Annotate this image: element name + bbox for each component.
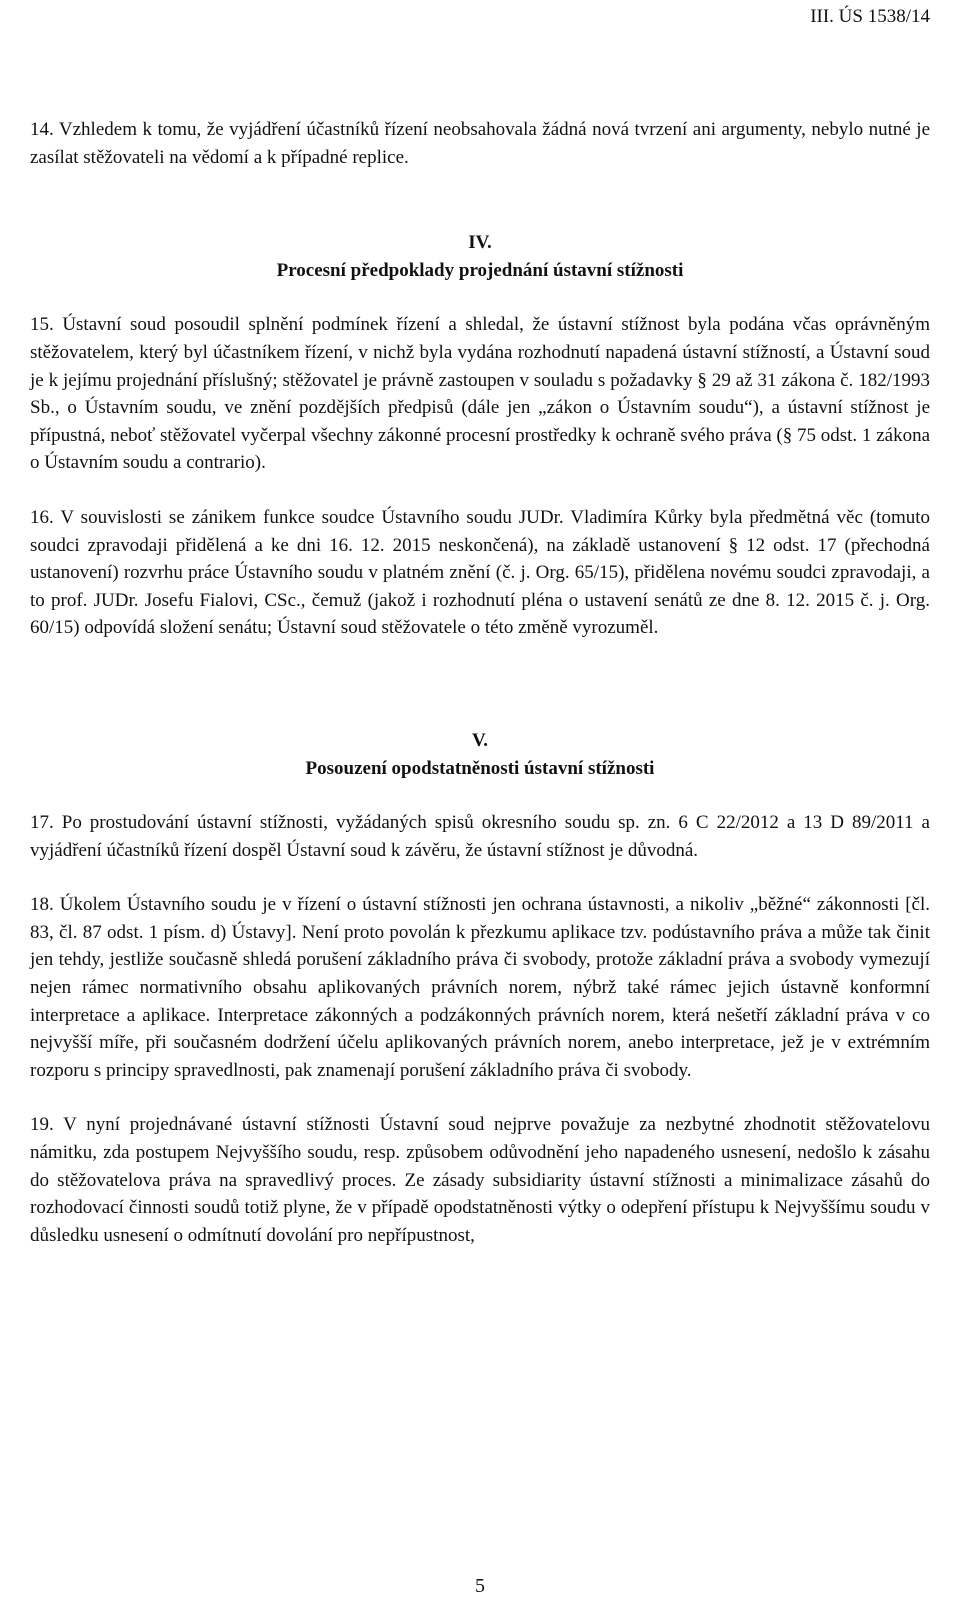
paragraph-18: 18. Úkolem Ústavního soudu je v řízení o ústavní stížnosti jen ochrana ústavnosti, a nikoliv „běžné“ zákonnosti [čl. 83, čl. 87 odst. 1 písm. d) Ústavy]. Není proto povolán k přezkumu aplikace tzv. podústavního práva a může tak činit jen tehdy, jestliže současně shledá porušení základního práva či svobody, protože základní práva a svobody vymezují nejen rámec normativního obsahu aplikovaných právních norem, nýbrž také rámec jejich ústavně konformní interpretace a aplikace. Interpretace zákonných a podzákonných právních norem, která nešetří základní práva v co nejvyšší míře, při současném dodržení účelu aplikovaných právních norem, anebo interpretace, jež je v extrémním rozporu s principy spravedlnosti, pak znamenají porušení základního práva či svobody. — [30, 894, 930, 1081]
paragraph-17: 17. Po prostudování ústavní stížnosti, vyžádaných spisů okresního soudu sp. zn. 6 C 22/2012 a 13 D 89/2011 a vyjádření účastníků řízení dospěl Ústavní soud k závěru, že ústavní stížnost je důvodná. — [30, 812, 930, 861]
section-iv-numeral: IV. — [468, 232, 492, 254]
paragraph-19: 19. V nyní projednávané ústavní stížnosti Ústavní soud nejprve považuje za nezbytné zhodnotit stěžovatelovu námitku, zda postupem Nejvyššího soudu, resp. způsobem odůvodnění jeho napadeného usnesení, nedošlo k zásahu do stěžovatelova práva na spravedlivý proces. Ze zásady subsidiarity ústavní stížnosti a minimalizace zásahů do rozhodovací činnosti soudů totiž plyne, že v případě opodstatněnosti výtky o odepření přístupu k Nejvyššímu soudu v důsledku usnesení o odmítnutí dovolání pro nepřípustnost, — [30, 1114, 930, 1246]
paragraph-16: 16. V souvislosti se zánikem funkce soudce Ústavního soudu JUDr. Vladimíra Kůrky byla předmětná věc (tomuto soudci zpravodaji přidělená a ke dni 16. 12. 2015 neskončená), na základě ustanovení § 12 odst. 17 (přechodná ustanovení) rozvrhu práce Ústavního soudu v platném znění (č. j. Org. 65/15), přidělena novému soudci zpravodaji, a to prof. JUDr. Josefu Fialovi, CSc., čemuž (jakož i rozhodnutí pléna o ustavení senátů ze dne 8. 12. 2015 č. j. Org. 60/15) odpovídá složení senátu; Ústavní soud stěžovatele o této změně vyrozuměl. — [30, 506, 930, 639]
case-number-header: III. ÚS 1538/14 — [810, 6, 930, 27]
page-number: 5 — [475, 1575, 485, 1597]
paragraph-15: 15. Ústavní soud posoudil splnění podmínek řízení a shledal, že ústavní stížnost byla podána včas oprávněným stěžovatelem, který byl účastníkem řízení, v nichž byla vydána rozhodnutí napadená ústavní stížností, a Ústavní soud je k jejímu projednání příslušný; stěžovatel je právně zastoupen v souladu s požadavky § 29 až 31 zákona č. 182/1993 Sb., o Ústavním soudu, ve znění pozdějších předpisů (dále jen „zákon o Ústavním soudu“), a ústavní stížnost je přípustná, neboť stěžovatel vyčerpal všechny zákonné procesní prostředky k ochraně svého práva (§ 75 odst. 1 zákona o Ústavním soudu a contrario). — [30, 314, 930, 474]
section-iv-title: Procesní předpoklady projednání ústavní stížnosti — [276, 259, 684, 281]
paragraph-14: 14. Vzhledem k tomu, že vyjádření účastníků řízení neobsahovala žádná nová tvrzení ani argumenty, nebylo nutné je zasílat stěžovateli na vědomí a k případné replice. — [30, 119, 930, 168]
section-v-numeral: V. — [471, 729, 489, 751]
document-body — [30, 116, 930, 1249]
section-v-title: Posouzení opodstatněnosti ústavní stížnosti — [305, 757, 655, 779]
